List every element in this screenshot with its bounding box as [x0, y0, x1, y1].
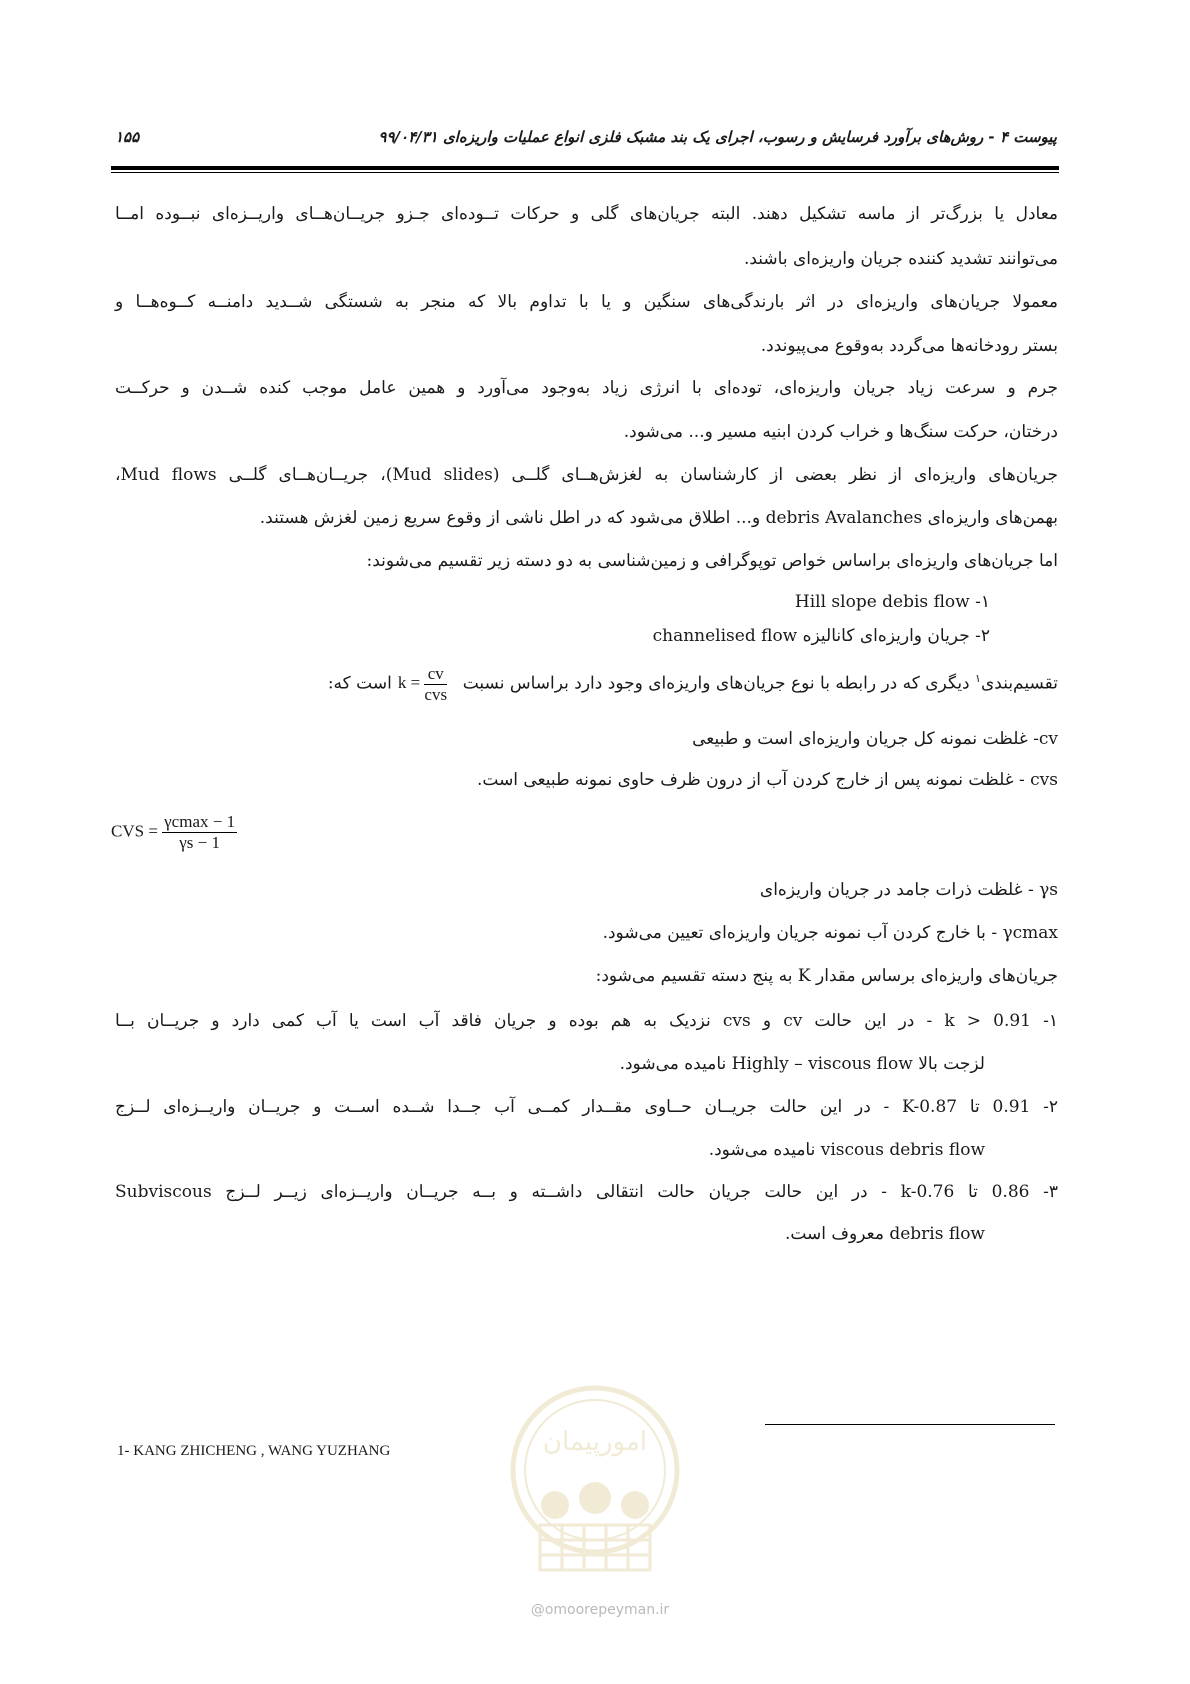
cvs-fraction — [162, 812, 237, 853]
ratio-text-a: تقسیم‌بندی — [980, 673, 1058, 694]
cvs-formula — [111, 812, 237, 853]
paragraph-line: معمولا جریان‌های واریزه‌ای در اثر بارندگی‌های سنگین و یا با تداوم بالا که منجر به شستگی شــدید دامنــه کــوه‌هــا و — [115, 292, 1058, 312]
list-item: ۱- Hill slope debis flow — [794, 592, 990, 612]
definition-gamma-cmax: γcmax - با خارج کردن آب نمونه جریان واریزه‌ای تعیین می‌شود. — [602, 923, 1058, 943]
ratio-text-b: دیگری که در رابطه با نوع جریان‌های واریزه‌ای وجود دارد براساس نسبت — [462, 673, 976, 694]
list-item: ۳- 0.86 تا k-0.76 - در این حالت جریان حالت انتقالی داشــته و بــه جریــان واریــزه‌ای زیــر لــزج Subviscous — [115, 1182, 1059, 1202]
paragraph-line: بستر رودخانه‌ها می‌گردد به‌وقوع می‌پیوندد. — [760, 336, 1058, 356]
list-item: ۲- 0.91 تا K-0.87 - در این حالت جریــان حــاوی مقــدار کمــی آب جــدا شــده اســت و جریــان واریــزه‌ای لــزج — [115, 1097, 1058, 1117]
definition-gamma-s: γs - غلظت ذرات جامد در جریان واریزه‌ای — [759, 880, 1058, 900]
cvs-lhs: CVS = — [111, 821, 158, 841]
list-item: ۱- k > 0.91 - در این حالت cv و cvs نزدیک به هم بوده و جریان فاقد آب است یا آب کمی دارد و جریــان بــا — [115, 1011, 1058, 1031]
page-number: ۱۵۵ — [115, 128, 140, 146]
k-fraction — [424, 664, 447, 705]
definition-cv: cv- غلظت نمونه کل جریان واریزه‌ای است و طبیعی — [692, 729, 1058, 749]
footnote-rule — [765, 1424, 1055, 1425]
paragraph-line: اما جریان‌های واریزه‌ای براساس خواص توپوگرافی و زمین‌شناسی به دو دسته زیر تقسیم می‌شوند: — [366, 551, 1058, 571]
k-numerator: cv — [424, 664, 447, 685]
k-lhs: k = — [397, 673, 421, 693]
header-rule-thin — [111, 172, 1059, 173]
paragraph-line: جریان‌های واریزه‌ای برساس مقدار K به پنج دسته تقسیم می‌شود: — [595, 966, 1058, 986]
paragraph-line: جریان‌های واریزه‌ای از نظر بعضی از کارشناسان به لغزش‌هــای گلــی (Mud slides)، جریــان‌هــای گلــی Mud flows، — [115, 465, 1058, 485]
page-header — [115, 128, 1057, 156]
watermark-logo — [505, 1380, 685, 1590]
footnote: 1- KANG ZHICHENG , WANG YUZHANG — [117, 1443, 391, 1459]
watermark-logo-text: امورپیمان — [542, 1427, 648, 1457]
paragraph-line: بهمن‌های واریزه‌ای debris Avalanches و... اطلاق می‌شود که در اطل ناشی از وقوع سریع زمین لغزش هستند. — [259, 508, 1058, 528]
list-item: ۲- جریان واریزه‌ای کانالیزه channelised flow — [652, 626, 990, 646]
footnote-ref: ۱ — [975, 671, 981, 685]
ratio-text-c: است که: — [327, 673, 392, 694]
paragraph-line: معادل یا بزرگ‌تر از ماسه تشکیل دهند. البته جریان‌های گلی و حرکات تــوده‌ای جـزو جریــان‌هــای واریــزه‌ای نبــوده امــا — [115, 204, 1058, 224]
watermark-url: @omoorepeyman.ir — [530, 1602, 670, 1618]
list-item-cont: viscous debris flow نامیده می‌شود. — [708, 1140, 985, 1160]
cvs-numerator: γcmax − 1 — [164, 812, 236, 831]
ratio-definition — [328, 664, 1058, 716]
paragraph-line: جرم و سرعت زیاد جریان واریزه‌ای، توده‌ای با انرژی زیاد به‌وجود می‌آورد و همین عامل موجب کنده شــدن و حرکــت — [115, 378, 1058, 398]
k-formula — [397, 664, 452, 704]
header-rule-thick — [111, 166, 1059, 170]
list-item-cont: لزجت بالا Highly – viscous flow نامیده می‌شود. — [619, 1054, 985, 1074]
list-item-cont: debris flow معروف است. — [784, 1224, 985, 1244]
cvs-denominator: γs − 1 — [179, 833, 220, 852]
paragraph-line: می‌توانند تشدید کننده جریان واریزه‌ای باشند. — [743, 249, 1058, 269]
header-title: پیوست ۴ - روش‌های برآورد فرسایش و رسوب، اجرای یک بند مشبک فلزی انواع عملیات واریزه‌ای ۹۹/۰۴/۳۱ — [378, 128, 1057, 146]
definition-cvs: cvs - غلظت نمونه پس از خارج کردن آب از درون ظرف حاوی نمونه طبیعی است. — [476, 770, 1058, 790]
paragraph-line: درختان، حرکت سنگ‌ها و خراب کردن ابنیه مسیر و... می‌شود. — [623, 422, 1058, 442]
k-denominator: cvs — [424, 685, 448, 704]
